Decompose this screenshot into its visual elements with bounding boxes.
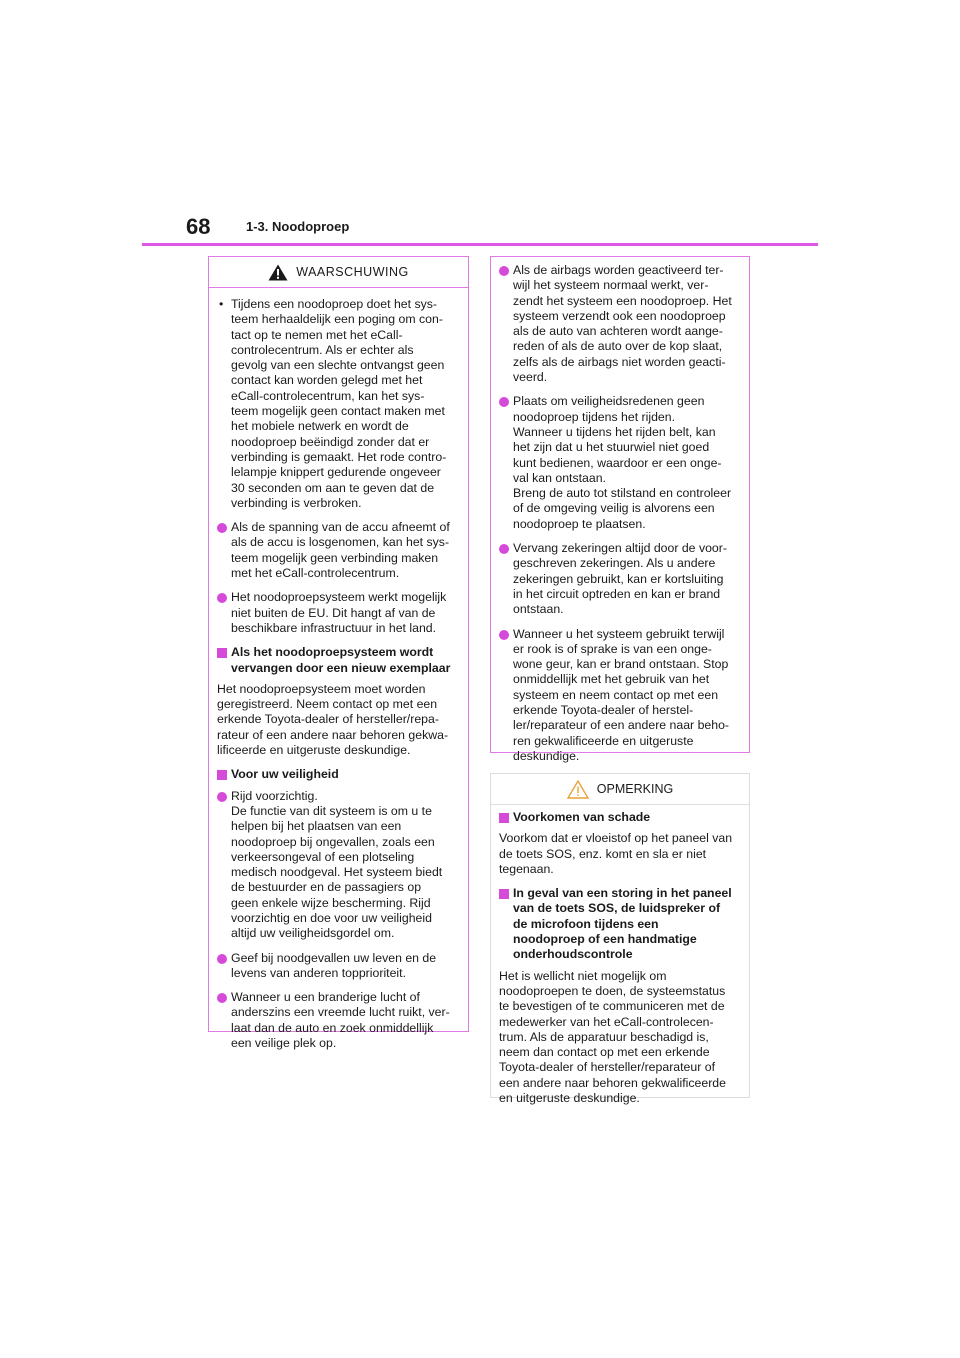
bullet-marker-icon: • [219, 297, 224, 311]
text-line: onmiddellijk met het gebruik van het [513, 672, 710, 687]
warning-title: WAARSCHUWING [296, 265, 409, 279]
text-line: noodoproep te plaatsen. [513, 516, 646, 531]
text-line: reden of als de auto over de kop slaat, [513, 339, 723, 354]
paragraph [217, 682, 459, 758]
text-line: veerd. [513, 370, 548, 385]
spacer [499, 385, 740, 394]
bullet-item [217, 789, 459, 942]
bullet-dot-icon [217, 593, 227, 603]
text-line: laat dan de auto en zoek onmiddellijk [231, 1020, 434, 1035]
text-line: Breng de auto tot stilstand en controleer [513, 486, 732, 501]
bullet-item [217, 590, 459, 636]
warning-continued-body [491, 257, 749, 764]
text-line: tegenaan. [499, 861, 554, 876]
spacer [499, 618, 740, 627]
bullet-item [499, 541, 740, 617]
paragraph [499, 969, 740, 1107]
heading-square-icon [217, 770, 227, 780]
text-line: geregistreerd. Neem contact op met een [217, 697, 438, 712]
text-line: altijd uw veiligheidsgordel om. [231, 926, 395, 941]
text-line: voorzichtig en doe voor uw veiligheid [231, 910, 432, 925]
text-line: lelampje knippert gedurende ongeveer [231, 465, 441, 480]
text-line: Voor uw veiligheid [231, 767, 339, 782]
text-line: systeem en neem contact op met een [513, 687, 719, 702]
text-line: als de accu is losgenomen, kan het sys- [231, 535, 450, 550]
bullet-dot-icon [499, 397, 509, 407]
text-line: Voorkomen van schade [513, 810, 651, 824]
text-line: te bevestigen of te communiceren met de [499, 999, 725, 1014]
note-title: OPMERKING [596, 782, 674, 796]
text-line: Het noodoproepsysteem moet worden [217, 681, 426, 696]
text-line: levens van anderen topprioriteit. [231, 965, 406, 980]
bullet-item [217, 297, 459, 511]
bullet-item [217, 990, 459, 1051]
warning-body [209, 288, 468, 1051]
header-rule [142, 243, 818, 246]
bullet-item [217, 520, 459, 581]
text-line: Als het noodoproepsysteem wordt [231, 645, 434, 660]
paragraph [499, 831, 740, 877]
note-header [491, 774, 749, 805]
bullet-item [499, 263, 740, 385]
text-line: Tijdens een noodoproep doet het sys- [231, 297, 437, 311]
text-line: rateur of een andere naar behoren gekwa- [217, 727, 449, 742]
text-line: teem herhaaldelijk een poging om con- [231, 312, 443, 327]
text-line: met het eCall-controlecentrum. [231, 566, 400, 581]
text-line: noodoproep beëindigd zonder dat er [231, 434, 430, 449]
text-line: controlecentrum. Als er echter als [231, 342, 414, 357]
text-line: wijl het systeem normaal werkt, ver- [513, 278, 709, 293]
text-line: Rijd voorzichtig. [231, 788, 318, 803]
bullet-item [217, 951, 459, 982]
text-line: ontstaan. [513, 602, 564, 617]
text-line: teem mogelijk geen contact maken met [231, 404, 445, 419]
bullet-dot-icon [499, 630, 509, 640]
text-line: anderszins een vreemde lucht ruikt, ver- [231, 1005, 450, 1020]
text-line: verkeersongeval of een plotseling [231, 849, 415, 864]
text-line: niet buiten de EU. Dit hangt af van de [231, 605, 436, 620]
text-line: en uitgeruste deskundige. [499, 1091, 640, 1106]
text-line: wone geur, kan er brand ontstaan. Stop [513, 657, 729, 672]
page-number: 68 [186, 214, 211, 239]
text-line: de toets SOS, enz. komt en sla er niet [499, 846, 707, 861]
text-line: noodoproep bij ongevallen, zoals een [231, 834, 435, 849]
text-line: Geef bij noodgevallen uw leven en de [231, 950, 437, 965]
text-line: verbinding is gemaakt. Het rode contro- [231, 449, 447, 464]
text-line: een andere naar behoren gekwalificeerde [499, 1075, 726, 1090]
text-line: geschreven zekeringen. Als u andere [513, 556, 716, 571]
text-line: een veilige plek op. [231, 1036, 337, 1051]
spacer [217, 511, 459, 520]
note-body [491, 805, 749, 1106]
text-line: Toyota-dealer of hersteller/reparateur of [499, 1060, 715, 1075]
text-line: Als de spanning van de accu afneemt of [231, 520, 450, 535]
text-line: trum. Als de apparatuur beschadigd is, [499, 1029, 709, 1044]
text-line: deskundige. [513, 748, 580, 763]
text-line: Het noodoproepsysteem werkt mogelijk [231, 590, 447, 605]
section-heading [499, 886, 740, 962]
text-line: ler/reparateur of een andere naar beho- [513, 718, 730, 733]
spacer [217, 942, 459, 951]
text-line: onderhoudscontrole [513, 947, 633, 962]
text-line: ren gekwalificeerde en uitgeruste [513, 733, 694, 748]
section-heading [217, 645, 459, 676]
text-line: Het is wellicht niet mogelijk om [499, 968, 667, 983]
heading-square-icon [217, 648, 227, 658]
text-line: teem mogelijk geen verbinding maken [231, 550, 439, 565]
text-line: Wanneer u het systeem gebruikt terwijl [513, 626, 725, 641]
text-line: Wanneer u tijdens het rijden belt, kan [513, 424, 716, 439]
section-heading [499, 810, 740, 825]
section-title: 1-3. Noodoproep [246, 219, 350, 234]
text-line: Voorkom dat er vloeistof op het paneel van [499, 831, 733, 846]
text-line: zelfs als de airbags niet worden geacti- [513, 354, 726, 369]
bullet-dot-icon [499, 266, 509, 276]
text-line: tact op te nemen met het eCall- [231, 327, 403, 342]
text-line: noodoproep of een handmatige [513, 932, 697, 947]
text-line: systeem verzendt ook een noodoproep [513, 308, 726, 323]
warning-header [209, 257, 468, 288]
text-line: erkende Toyota-dealer of hersteller/repa- [217, 712, 439, 727]
text-line: geen enkele wijze bescherming. Rijd [231, 895, 431, 910]
text-line: er rook is of sprake is van een onge- [513, 641, 712, 656]
spacer [499, 532, 740, 541]
text-line: van de toets SOS, de luidspreker of [513, 901, 721, 916]
section-heading [217, 767, 459, 782]
text-line: Wanneer u een branderige lucht of [231, 990, 420, 1005]
text-line: medewerker van het eCall-controlecen- [499, 1014, 714, 1029]
bullet-item [499, 394, 740, 532]
text-line: contact kan worden gelegd met het [231, 373, 423, 388]
heading-square-icon [499, 889, 509, 899]
bullet-dot-icon [217, 954, 227, 964]
heading-square-icon [499, 813, 509, 823]
note-box [490, 773, 750, 1106]
caution-triangle-icon [567, 780, 589, 799]
bullet-item [499, 627, 740, 765]
text-line: noodoproep tijdens het rijden. [513, 409, 676, 424]
text-line: in het circuit optreden en kan er brand [513, 586, 721, 601]
text-line: de microfoon tijdens een [513, 916, 659, 931]
text-line: beschikbare infrastructuur in het land. [231, 620, 437, 635]
text-line: noodoproepen te doen, de systeemstatus [499, 983, 726, 998]
text-line: zendt het systeem een noodoproep. Het [513, 293, 732, 308]
text-line: het mobiele netwerk en wordt de [231, 419, 409, 434]
text-line: verbinding is verbroken. [231, 495, 362, 510]
spacer [499, 877, 740, 886]
text-line: het zijn dat u het stuurwiel niet goed [513, 440, 710, 455]
text-line: Vervang zekeringen altijd door de voor- [513, 541, 727, 556]
text-line: als de auto van achteren wordt aange- [513, 324, 723, 339]
bullet-dot-icon [217, 792, 227, 802]
warning-continued-box [490, 256, 750, 763]
text-line: of de omgeving veilig is alvorens een [513, 501, 715, 516]
warning-box [208, 256, 469, 1051]
bullet-dot-icon [217, 523, 227, 533]
warning-triangle-icon [268, 264, 288, 281]
text-line: In geval van een storing in het paneel [513, 886, 732, 901]
text-line: vervangen door een nieuw exemplaar [231, 660, 451, 675]
text-line: gevolg van een slechte ontvangst geen [231, 358, 445, 373]
text-line: De functie van dit systeem is om u te [231, 803, 432, 818]
bullet-dot-icon [499, 544, 509, 554]
spacer [217, 581, 459, 590]
text-line: kunt bedienen, waardoor er een onge- [513, 455, 722, 470]
text-line: neem dan contact op met een erkende [499, 1045, 710, 1060]
text-line: eCall-controlecentrum, kan het sys- [231, 388, 425, 403]
text-line: Plaats om veiligheidsredenen geen [513, 394, 705, 409]
text-line: medisch noodgeval. Het systeem biedt [231, 865, 443, 880]
text-line: zekeringen gebruikt, kan er kortsluiting [513, 571, 724, 586]
spacer [217, 981, 459, 990]
spacer [217, 636, 459, 645]
spacer [217, 758, 459, 767]
text-line: erkende Toyota-dealer of herstel- [513, 703, 694, 718]
text-line: helpen bij het plaatsen van een [231, 819, 402, 834]
bullet-dot-icon [217, 993, 227, 1003]
text-line: 30 seconden om aan te geven dat de [231, 480, 435, 495]
text-line: lificeerde en uitgeruste deskundige. [217, 743, 411, 758]
text-line: de bestuurder en de passagiers op [231, 880, 422, 895]
text-line: val kan ontstaan. [513, 470, 606, 485]
text-line: Als de airbags worden geactiveerd ter- [513, 263, 724, 277]
